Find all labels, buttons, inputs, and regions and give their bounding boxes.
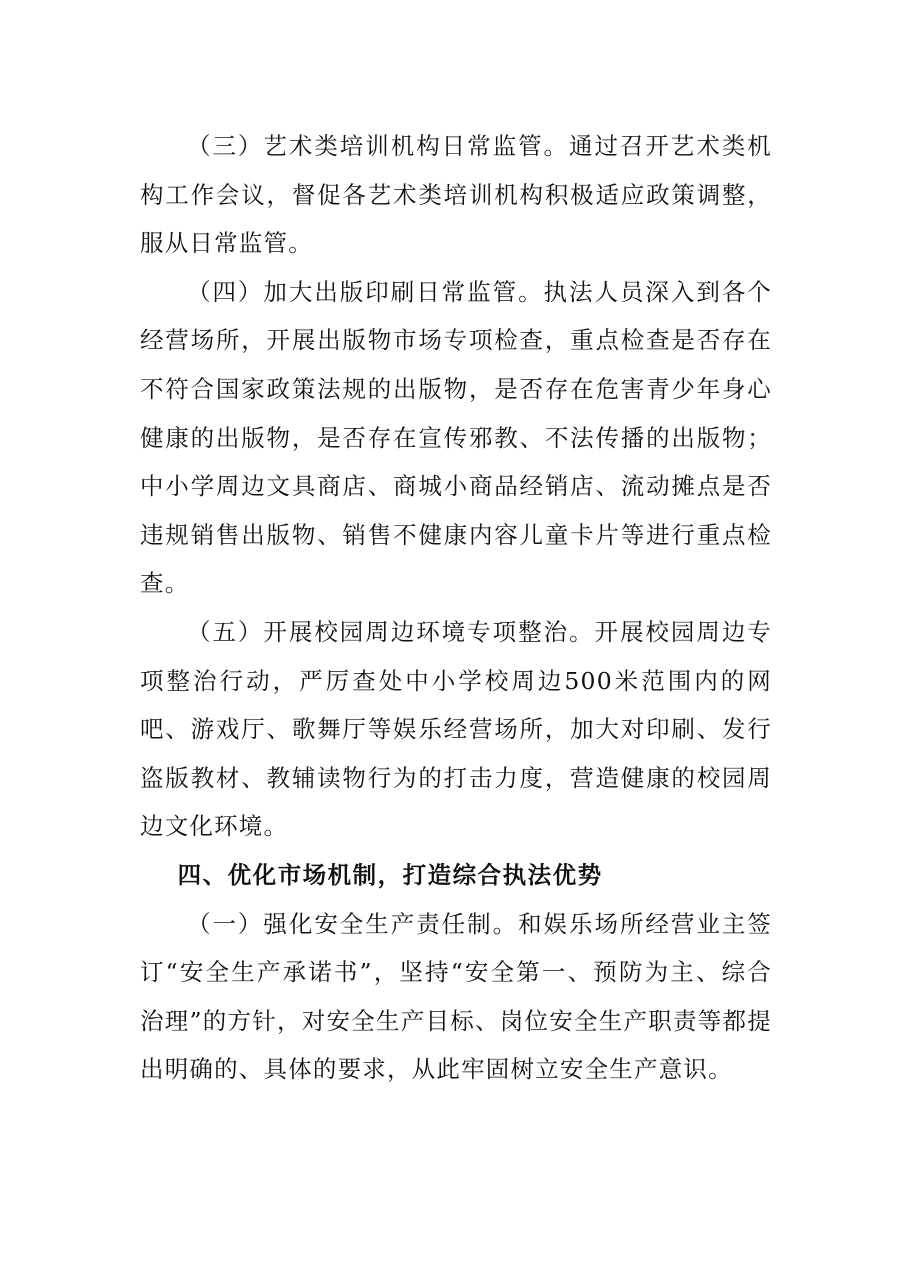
- document-body: [140, 122, 772, 1094]
- section-heading: 四、优化市场机制，打造综合执法优势: [177, 860, 603, 889]
- paragraph-safety-production-responsibility: （一）强化安全生产责任制。和娱乐场所经营业主签订“安全生产承诺书”，坚持“安全第一、预防为主、综合治理”的方针，对安全生产目标、岗位安全生产职责等都提出明确的、具体的要求，从此牢固树立安全生产意识。: [140, 909, 772, 1084]
- paragraph-publishing-printing-supervision: （四）加大出版印刷日常监管。执法人员深入到各个经营场所，开展出版物市场专项检查，重点检查是否存在不符合国家政策法规的出版物，是否存在危害青少年身心健康的出版物，是否存在宣传邪教、不法传播的出版物；中小学周边文具商店、商城小商品经销店、流动摊点是否违规销售出版物、销售不健康内容儿童卡片等进行重点检查。: [140, 277, 772, 598]
- paragraph-art-training-supervision: （三）艺术类培训机构日常监管。通过召开艺术类机构工作会议，督促各艺术类培训机构积极适应政策调整，服从日常监管。: [140, 132, 772, 258]
- paragraph-campus-environment-rectification: （五）开展校园周边环境专项整治。开展校园周边专项整治行动，严厉查处中小学校周边500米范围内的网吧、游戏厅、歌舞厅等娱乐经营场所，加大对印刷、发行盗版教材、教辅读物行为的打击力度，营造健康的校园周边文化环境。: [140, 617, 772, 841]
